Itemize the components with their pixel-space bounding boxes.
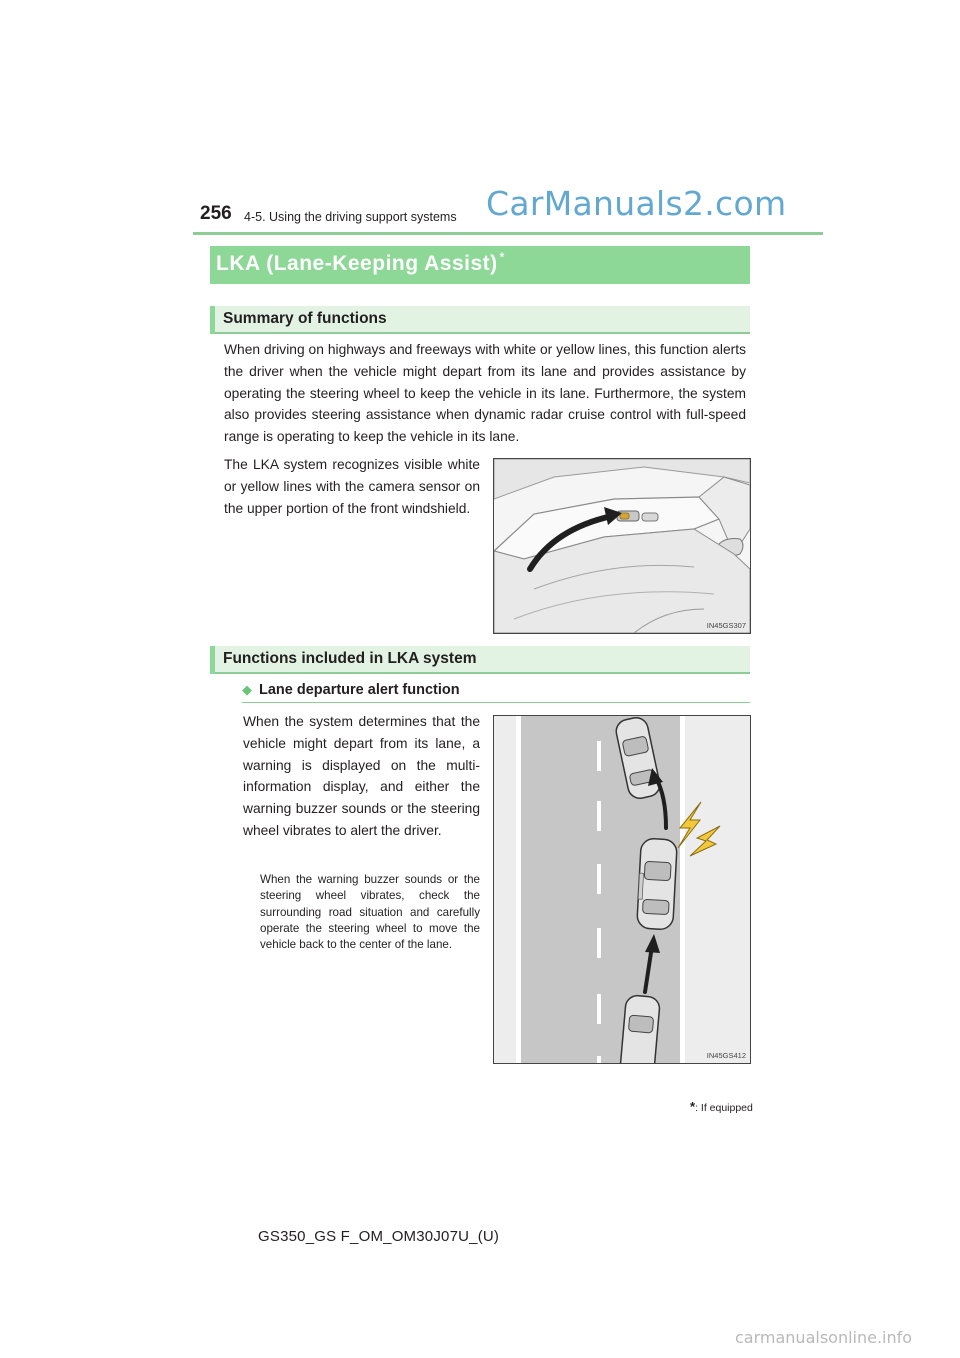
running-head: 4-5. Using the driving support systems xyxy=(244,210,457,224)
summary-heading-bar xyxy=(210,306,750,334)
footer-watermark: carmanualsonline.info xyxy=(735,1328,913,1347)
figure-code: IN45GS307 xyxy=(706,621,746,630)
camera-description: The LKA system recognizes visible white or yellow lines with the camera sensor on the upper portion of the front windshield. xyxy=(224,457,480,516)
lane-departure-illustration xyxy=(494,716,750,1063)
lane-departure-alert-heading xyxy=(242,680,750,703)
section-title-bar xyxy=(210,246,750,284)
lane-departure-figure xyxy=(493,715,751,1064)
functions-heading: Functions included in LKA system xyxy=(223,650,477,667)
footnote-text: : If equipped xyxy=(695,1102,753,1114)
footnote-marker: * xyxy=(690,1099,696,1114)
summary-heading: Summary of functions xyxy=(223,310,387,327)
header-rule xyxy=(193,232,823,235)
diamond-bullet-icon: ◆ xyxy=(242,682,252,697)
document-code: GS350_GS F_OM_OM30J07U_(U) xyxy=(258,1228,500,1245)
watermark-logo: CarManuals2.com xyxy=(486,184,787,223)
section-title-text: LKA (Lane-Keeping Assist) xyxy=(216,252,498,275)
if-equipped-marker: * xyxy=(499,250,505,264)
lane-departure-description: When the system determines that the vehicle might depart from its lane, a warning is displayed on the multi-information display, and either the warning buzzer sounds or the steering wheel vibrates to alert the driver. xyxy=(243,714,480,838)
functions-heading-bar xyxy=(210,646,750,674)
caution-note: When the warning buzzer sounds or the steering wheel vibrates, check the surrounding road situation and carefully operate the steering wheel to move the vehicle back to the center of the lane. xyxy=(260,873,480,952)
item-label: Lane departure alert function xyxy=(259,682,460,698)
page-number: 256 xyxy=(200,203,232,224)
section-title xyxy=(216,252,505,276)
footnote xyxy=(690,1099,753,1114)
car-windshield-illustration xyxy=(494,459,750,633)
camera-location-figure xyxy=(493,458,751,634)
summary-paragraph: When driving on highways and freeways with white or yellow lines, this function alerts the driver when the vehicle might depart from its lane and provides assistance by operating the steering wheel to keep the vehicle in its lane. Furthermore, the system also provides steering assistance when dynamic radar cruise control with full-speed range is operating to keep the vehicle in its lane. xyxy=(224,342,746,445)
figure-code: IN45GS412 xyxy=(706,1051,746,1060)
